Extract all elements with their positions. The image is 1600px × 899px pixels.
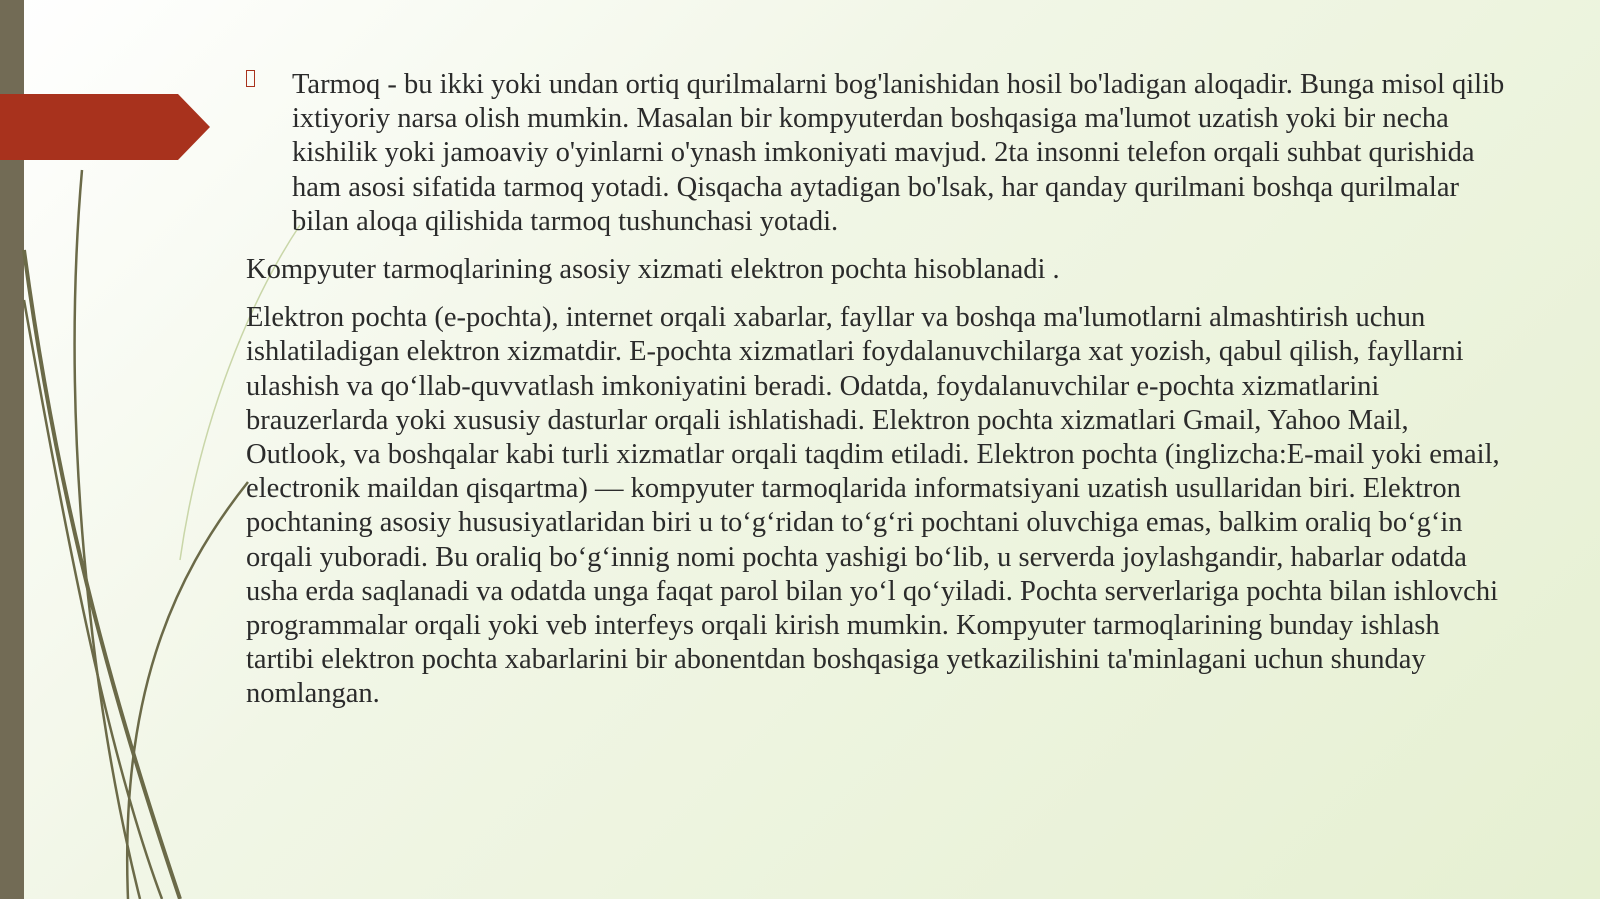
bullet-square-icon [246, 70, 255, 87]
red-arrow-shape [0, 94, 210, 160]
slide-content [246, 68, 1506, 726]
paragraph-email-description: Elektron pochta (e-pochta), internet orqali xabarlar, fayllar va boshqa ma'lumotlarni almashtirish uchun ishlatiladigan elektron xizmatdir. E-pochta xizmatlari foydalanuvchilarga xat yozish, qabul qilish, fayllarni ulashish va qo‘llab-quvvatlash imkoniyatini beradi. Odatda, foydalanuvchilar e-pochta xizmatlarini brauzerlarda yoki xususiy dasturlar orqali ishlatishadi. Elektron pochta xizmatlari Gmail, Yahoo Mail, Outlook, va boshqalar kabi turli xizmatlar orqali taqdim etiladi. Elektron pochta (inglizcha:E-mail yoki email, electronik maildan qisqartma) — kompyuter tarmoqlarida informatsiyani uzatish usullaridan biri. Elektron pochtaning asosiy hususiyatlaridan biri u to‘g‘ridan to‘g‘ri pochtani oluvchiga emas, balkim oraliq bo‘g‘in orqali yuboradi. Bu oraliq bo‘g‘innig nomi pochta yashigi bo‘lib, u serverda joylashgandir, habarlar odatda usha erda saqlanadi va odatda unga faqat parol bilan yo‘l qo‘yiladi. Pochta serverlariga pochta bilan ishlovchi programmalar orqali yoki veb interfeys orqali kirish mumkin. Kompyuter tarmoqlarining bunday ishlash tartibi elektron pochta xabarlarini bir abonentdan boshqasiga yetkazilishini ta'minlagani uchun shunday nomlangan. [246, 302, 1500, 710]
bullet-item [246, 68, 1506, 239]
bullet-text: Tarmoq - bu ikki yoki undan ortiq qurilmalarni bog'lanishidan hosil bo'ladigan aloqadir. Bunga misol qilib ixtiyoriy narsa olish mumkin. Masalan bir kompyuterdan boshqasiga ma'lumot uzatish yoki bir necha kishilik yoki jamoaviy o'yinlarni o'ynash imkoniyati mavjud. 2ta insonni telefon orqali suhbat qurishida ham asosi sifatida tarmoq yotadi. Qisqacha aytadigan bo'lsak, har qanday qurilmani boshqa qurilmalar bilan aloqa qilishida tarmoq tushunchasi yotadi. [292, 69, 1505, 237]
paragraph-email-main-service: Kompyuter tarmoqlarining asosiy xizmati elektron pochta hisoblanadi . [246, 254, 1060, 286]
